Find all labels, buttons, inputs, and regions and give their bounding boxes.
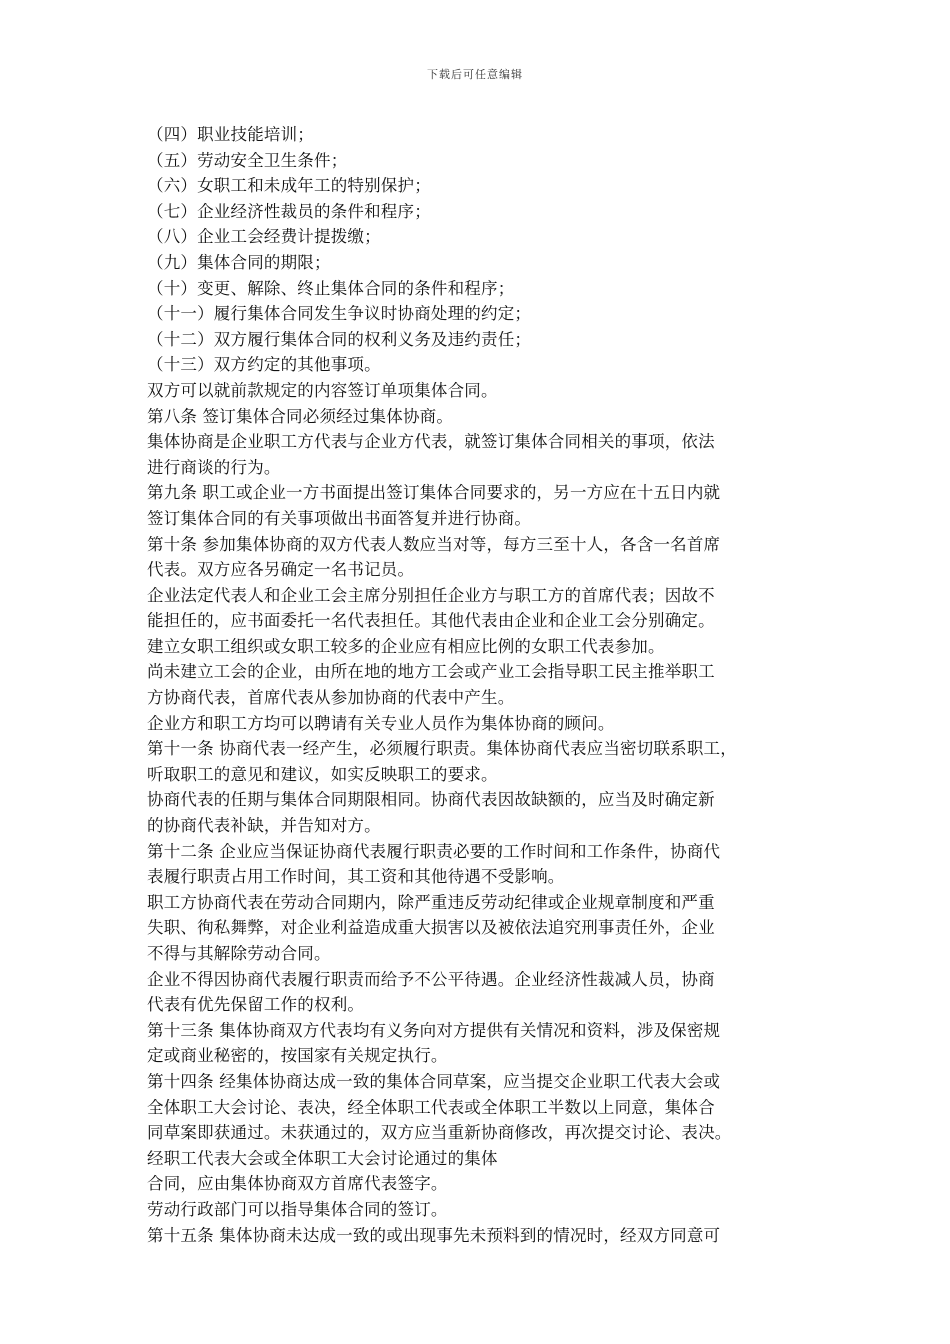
document-line: 代表有优先保留工作的权利。 (147, 995, 365, 1015)
document-line: 代表。双方应各另确定一名书记员。 (147, 560, 415, 580)
document-line: 合同，应由集体协商双方首席代表签字。 (147, 1174, 448, 1194)
document-line: 失职、徇私舞弊，对企业利益造成重大损害以及被依法追究刑事责任外，企业 (147, 918, 715, 938)
document-line: 同草案即获通过。未获通过的，双方应当重新协商修改，再次提交讨论、表决。 (147, 1123, 732, 1143)
document-line: 第十三条 集体协商双方代表均有义务向对方提供有关情况和资料，涉及保密规 (147, 1020, 721, 1040)
document-line: （十三）双方约定的其他事项。 (147, 355, 381, 375)
document-line: 建立女职工组织或女职工较多的企业应有相应比例的女职工代表参加。 (147, 636, 665, 656)
document-line: （五）劳动安全卫生条件； (147, 150, 348, 170)
document-line: 第八条 签订集体合同必须经过集体协商。 (147, 406, 454, 426)
document-line: 集体协商是企业职工方代表与企业方代表，就签订集体合同相关的事项，依法 (147, 432, 715, 452)
document-line: 定或商业秘密的，按国家有关规定执行。 (147, 1046, 448, 1066)
document-line: （八）企业工会经费计提拨缴； (147, 227, 381, 247)
document-line: 双方可以就前款规定的内容签订单项集体合同。 (147, 380, 498, 400)
document-line: 进行商谈的行为。 (147, 457, 281, 477)
document-line: 不得与其解除劳动合同。 (147, 944, 331, 963)
document-line: 企业方和职工方均可以聘请有关专业人员作为集体协商的顾问。 (147, 713, 615, 733)
document-line: 尚未建立工会的企业，由所在地的地方工会或产业工会指导职工民主推举职工 (147, 662, 715, 682)
document-line: 全体职工大会讨论、表决，经全体职工代表或全体职工半数以上同意，集体合 (147, 1097, 715, 1117)
document-line: 第十条 参加集体协商的双方代表人数应当对等，每方三至十人，各含一名首席 (147, 534, 721, 554)
document-line: 劳动行政部门可以指导集体合同的签订。 (147, 1199, 448, 1219)
document-body (147, 122, 812, 1248)
document-line: 第十四条 经集体协商达成一致的集体合同草案，应当提交企业职工代表大会或 (147, 1071, 721, 1091)
document-line: （四）职业技能培训； (147, 125, 314, 144)
document-line: 经职工代表大会或全体职工大会讨论通过的集体 (147, 1148, 498, 1168)
document-line: （九）集体合同的期限； (147, 252, 331, 272)
document-line: （六）女职工和未成年工的特别保护； (147, 176, 431, 196)
header-note: 下载后可任意编辑 (427, 68, 523, 81)
document-line: 企业不得因协商代表履行职责而给予不公平待遇。企业经济性裁减人员，协商 (147, 969, 715, 989)
document-line: （十）变更、解除、终止集体合同的条件和程序； (147, 278, 515, 298)
document-line: （十二）双方履行集体合同的权利义务及违约责任； (147, 329, 532, 349)
document-line: 方协商代表，首席代表从参加协商的代表中产生。 (147, 688, 515, 708)
document-line: 协商代表的任期与集体合同期限相同。协商代表因故缺额的，应当及时确定新 (147, 790, 715, 810)
document-line: 第十一条 协商代表一经产生，必须履行职责。集体协商代表应当密切联系职工， (147, 739, 737, 759)
document-line: 表履行职责占用工作时间，其工资和其他待遇不受影响。 (147, 867, 565, 887)
document-line: 听取职工的意见和建议，如实反映职工的要求。 (147, 764, 498, 784)
document-line: 第十二条 企业应当保证协商代表履行职责必要的工作时间和工作条件，协商代 (147, 841, 721, 861)
document-line: 第九条 职工或企业一方书面提出签订集体合同要求的，另一方应在十五日内就 (147, 483, 721, 503)
document-line: 签订集体合同的有关事项做出书面答复并进行协商。 (147, 508, 532, 528)
document-line: 职工方协商代表在劳动合同期内，除严重违反劳动纪律或企业规章制度和严重 (147, 892, 715, 912)
document-line: 企业法定代表人和企业工会主席分别担任企业方与职工方的首席代表；因故不 (147, 585, 715, 605)
document-line: （十一）履行集体合同发生争议时协商处理的约定； (147, 304, 532, 324)
document-line: 的协商代表补缺，并告知对方。 (147, 816, 381, 836)
document-line: 第十五条 集体协商未达成一致的或出现事先未预料到的情况时，经双方同意可 (147, 1225, 721, 1245)
document-line: （七）企业经济性裁员的条件和程序； (147, 201, 431, 221)
document-line: 能担任的，应书面委托一名代表担任。其他代表由企业和企业工会分别确定。 (147, 611, 715, 631)
